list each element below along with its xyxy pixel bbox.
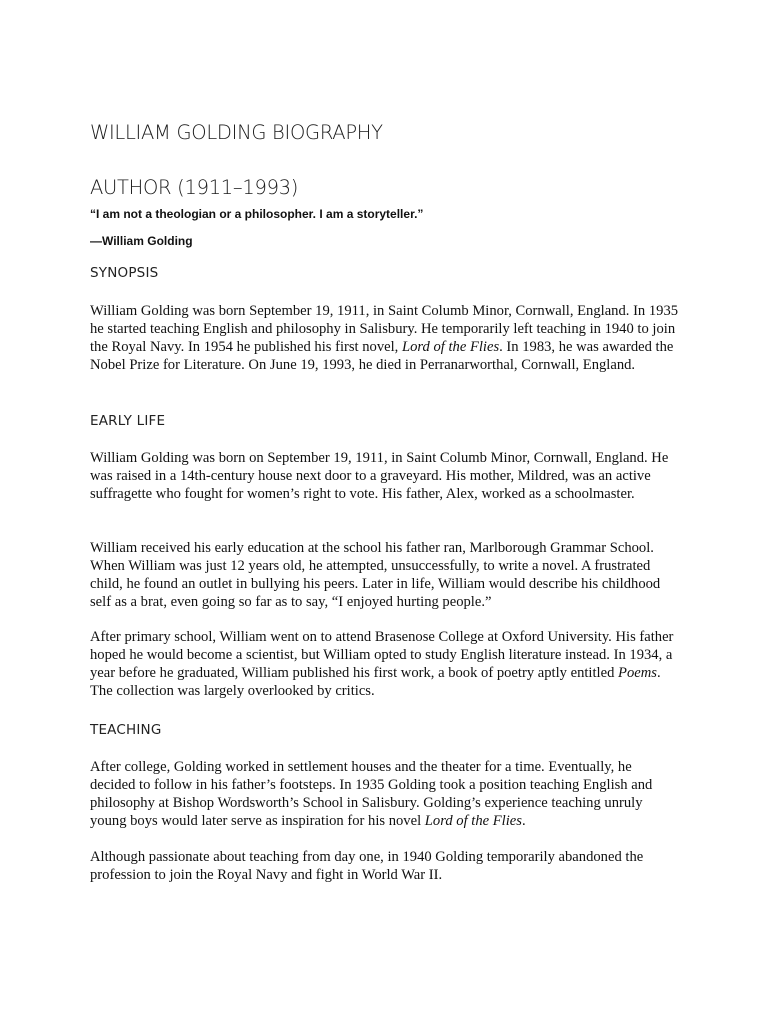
heading-teaching: TEACHING (90, 722, 162, 738)
document-subtitle: AUTHOR (1911–1993) (90, 176, 299, 199)
paragraph-text: . In 1983, he was awarded the Nobel Prize for Literature. On June 19, 1993, he died in Perranarworthal, Cornwall, England. (90, 339, 674, 373)
paragraph-teaching-1 (90, 758, 680, 830)
paragraph-text: After primary school, William went on to attend Brasenose College at Oxford University. His father hoped he would become a scientist, but William opted to study English literature instead. In 1934, a year before he graduated, William published his first work, a book of poetry aptly entitled (90, 629, 674, 681)
epigraph-quote: “I am not a theologian or a philosopher. I am a storyteller.” (90, 207, 424, 221)
paragraph-teaching-2: Although passionate about teaching from day one, in 1940 Golding temporarily abandoned the profession to join the Royal Navy and fight in World War II. (90, 849, 644, 883)
paragraph-text: . (521, 813, 526, 829)
paragraph-text: After college, Golding worked in settlement houses and the theater for a time. Eventually, he decided to follow in his father’s footsteps. In 1935 Golding took a position teaching English and philosophy at Bishop Wordsworth’s School in Salisbury. Golding’s experience teaching unruly young boys would later serve as inspiration for his novel (90, 759, 653, 829)
epigraph-attribution: —William Golding (90, 234, 193, 248)
paragraph-text: . The collection was largely overlooked by critics. (90, 665, 661, 699)
book-title: Poems (618, 665, 657, 681)
heading-early-life: EARLY LIFE (90, 413, 166, 429)
document-title: WILLIAM GOLDING BIOGRAPHY (90, 121, 383, 144)
paragraph-synopsis (90, 302, 680, 374)
paragraph-early-life-2: William received his early education at the school his father ran, Marlborough Grammar School. When William was just 12 years old, he attempted, unsuccessfully, to write a novel. A frustrated child, he found an outlet in bullying his peers. Later in life, William would describe his childhood self as a brat, even going so far as to say, “I enjoyed hurting people.” (90, 540, 661, 610)
heading-synopsis: SYNOPSIS (90, 265, 159, 281)
paragraph-early-life-3 (90, 628, 680, 700)
book-title: Lord of the Flies (424, 813, 522, 829)
paragraph-early-life-1: William Golding was born on September 19, 1911, in Saint Columb Minor, Cornwall, England. He was raised in a 14th-century house next door to a graveyard. His mother, Mildred, was an active suffragette who fought for women’s right to vote. His father, Alex, worked as a schoolmaster. (90, 450, 669, 502)
book-title: Lord of the Flies (401, 339, 500, 355)
paragraph-text: William Golding was born September 19, 1911, in Saint Columb Minor, Cornwall, England. In 1935 he started teaching English and philosophy in Salisbury. He temporarily left teaching in 1940 to join the Royal Navy. In 1954 he published his first novel, (90, 303, 679, 355)
